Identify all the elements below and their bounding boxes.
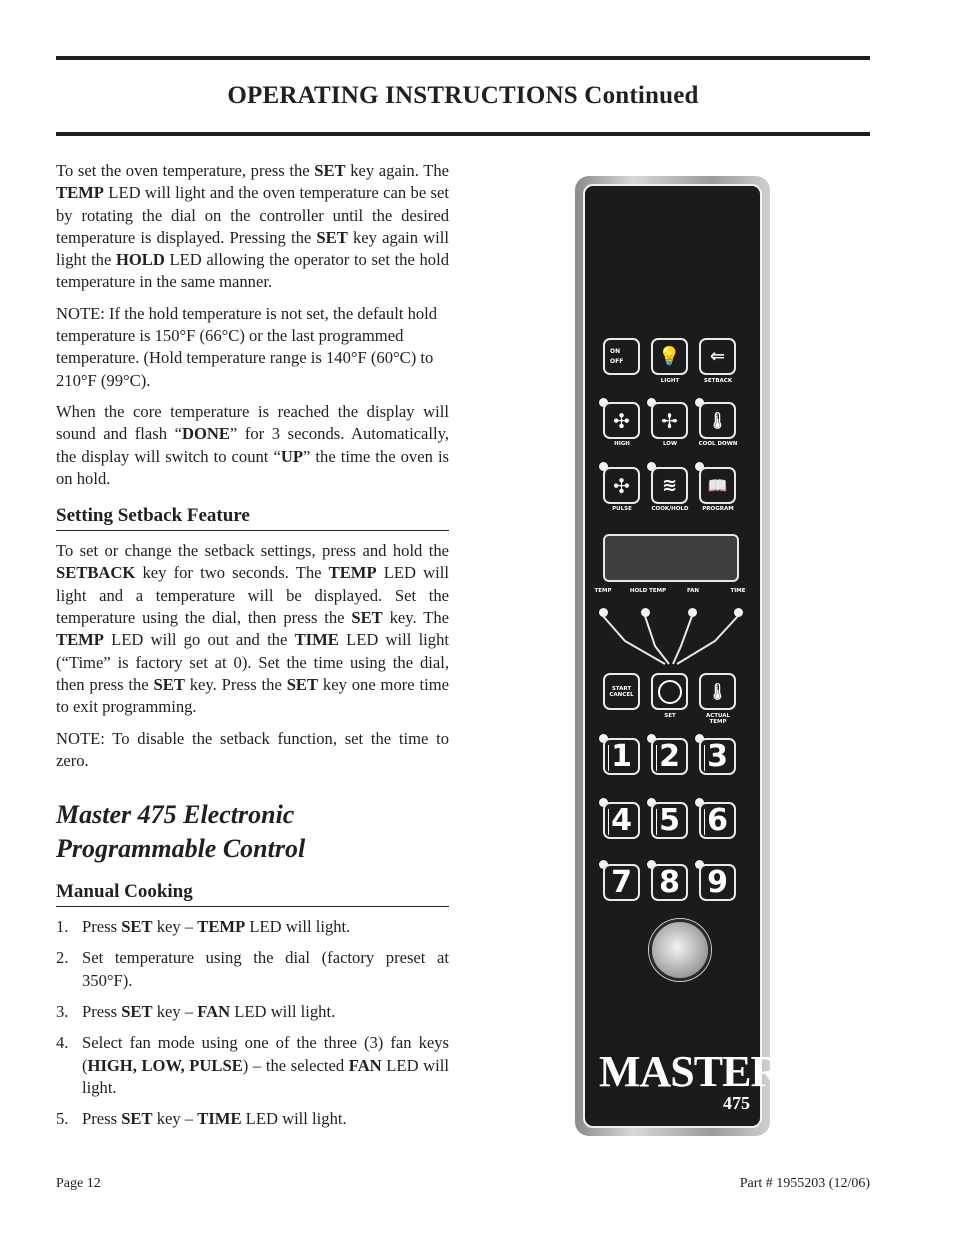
paragraph-set-temp	[56, 160, 449, 294]
book-icon: 📖	[707, 476, 728, 495]
pulse-label: PULSE	[612, 506, 632, 512]
actual-temp-label: ACTUAL TEMP	[705, 713, 731, 725]
light-label: LIGHT	[660, 378, 680, 384]
bold-term: TEMP	[56, 183, 104, 203]
scale-ticks-icon	[608, 745, 614, 771]
step-item	[56, 947, 449, 992]
digit-key-6[interactable]	[699, 802, 736, 839]
digit-label: 6	[707, 803, 728, 838]
hold-temp-led-label: HOLD TEMP	[629, 588, 667, 594]
text-run: LED will light and the oven temperature can be set by rotating the dial on the controller until the desired temperature is displayed. Pressing the	[56, 183, 449, 247]
text-run: To set the oven temperature, press the	[56, 161, 315, 180]
step-number: 1.	[56, 917, 69, 937]
digit-key-4[interactable]	[603, 802, 640, 839]
bold-term: SET	[286, 674, 319, 694]
text-run: LED will light.	[82, 1055, 449, 1097]
text-run: key again. The	[345, 161, 449, 180]
section-title	[56, 798, 449, 866]
bold-term: TIME	[197, 1109, 242, 1129]
digit-label: 5	[659, 803, 680, 838]
text-run: Press	[82, 1109, 122, 1129]
bold-term: SET	[351, 608, 383, 628]
text-run: key –	[152, 1002, 198, 1022]
high-label: HIGH	[614, 441, 630, 447]
paragraph-setback	[56, 540, 449, 718]
text-run: key one more time to exit programming.	[56, 674, 450, 717]
digit-key-1[interactable]	[603, 738, 640, 775]
scale-ticks-icon	[704, 745, 710, 771]
text-run: To set or change the setback settings, press and hold the	[56, 541, 449, 561]
paragraph-core-temp	[56, 401, 449, 490]
page-title: OPERATING INSTRUCTIONS Continued	[227, 82, 699, 109]
text-run: ” for 3 seconds. Automatically, the display will switch to count “	[56, 424, 450, 466]
text-run: LED will light.	[230, 1002, 336, 1022]
text-run: key. Press the	[184, 674, 287, 694]
led-connector-lines	[585, 186, 764, 706]
digit-key-3[interactable]	[699, 738, 736, 775]
heat-waves-icon: ≋	[661, 475, 678, 496]
setback-label: SETBACK	[703, 378, 733, 384]
digit-key-8[interactable]	[651, 864, 688, 901]
bold-term: UP	[280, 446, 303, 466]
time-led-label: TIME	[730, 588, 746, 594]
cool-down-label: COOL DOWN	[698, 441, 738, 447]
text-run: Press	[82, 917, 122, 937]
scale-ticks-icon	[608, 809, 614, 835]
start-cancel-key[interactable]	[603, 673, 640, 710]
step-item	[56, 1108, 449, 1130]
manual-cooking-heading: Manual Cooking	[56, 880, 449, 907]
bold-term: SET	[314, 161, 346, 180]
digit-key-9[interactable]	[699, 864, 736, 901]
program-label: PROGRAM	[702, 506, 734, 512]
section-title-line-2: Programmable Control	[56, 834, 306, 864]
text-run: LED will light (“Time” is factory set at 0). Set the time using the dial, then press the	[56, 630, 449, 694]
off-label: OFF	[610, 358, 624, 365]
step-number: 2.	[56, 948, 69, 968]
scale-ticks-icon	[656, 745, 662, 771]
bold-term: DONE	[181, 424, 230, 444]
on-label: ON	[610, 348, 621, 355]
temp-led-label: TEMP	[594, 588, 612, 594]
fan-high-icon: ✣	[613, 408, 630, 433]
control-panel-face	[583, 184, 782, 1128]
bold-term: SETBACK	[56, 563, 136, 583]
top-rule	[56, 56, 870, 60]
text-run: LED allowing the operator to set the hold temperature in the same manner.	[56, 250, 449, 292]
bold-term: TEMP	[328, 563, 377, 583]
digit-label: 4	[611, 803, 632, 838]
bold-term: FAN	[348, 1055, 382, 1075]
text-run: key –	[152, 1109, 198, 1129]
brand-logo: MASTER	[599, 1047, 782, 1096]
digit-key-5[interactable]	[651, 802, 688, 839]
section-title-line-1: Master 475 Electronic	[56, 800, 295, 830]
digit-label: 2	[659, 739, 680, 774]
text-column	[56, 160, 449, 1140]
fan-led-label: FAN	[687, 588, 699, 594]
text-run: LED will light and a temperature will be displayed. Set the temperature using the dial, then press the	[56, 563, 449, 628]
bold-term: HOLD	[115, 250, 165, 270]
start-label: START	[611, 685, 632, 692]
note-disable-setback: NOTE: To disable the setback function, set the time to zero.	[56, 728, 449, 770]
note-hold-temp: NOTE: If the hold temperature is not set, the default hold temperature is 150°F (66°C) or the last programmed temperature. (Hold temperature range is 140°F (60°C) to 210°F (99°C).	[56, 303, 438, 390]
text-run: Press	[82, 1002, 122, 1022]
bold-term: TIME	[294, 630, 339, 650]
bold-term: SET	[121, 917, 153, 937]
scale-ticks-icon	[656, 809, 662, 835]
cook-hold-label: COOK/HOLD	[651, 506, 689, 512]
part-number: Part # 1955203 (12/06)	[739, 1176, 870, 1191]
digit-key-7[interactable]	[603, 864, 640, 901]
text-run: Set temperature using the dial (factory preset at 350°F).	[82, 948, 449, 990]
thermometer-icon: 🌡	[707, 682, 728, 701]
steps-list	[56, 916, 449, 1130]
bold-term: TEMP	[197, 917, 246, 937]
text-run: ) – the selected	[242, 1055, 349, 1075]
step-item	[56, 1032, 449, 1099]
step-item	[56, 1001, 449, 1023]
page-number: Page 12	[56, 1176, 101, 1191]
text-run: key. The	[382, 608, 449, 628]
text-run: LED will go out and the	[103, 630, 295, 650]
bold-term: SET	[153, 674, 185, 694]
text-run: ” the time the oven is on hold.	[56, 446, 450, 488]
digit-label: 7	[611, 865, 632, 900]
scale-ticks-icon	[704, 809, 710, 835]
bold-term: TEMP	[56, 630, 104, 650]
digit-key-2[interactable]	[651, 738, 688, 775]
fan-pulse-icon: ✣	[613, 473, 630, 498]
model-number: 475	[723, 1093, 750, 1113]
digit-label: 8	[659, 865, 680, 900]
step-number: 3.	[56, 1002, 69, 1022]
cancel-label: CANCEL	[609, 691, 634, 698]
title-rule	[56, 132, 870, 136]
text-run: LED will light.	[241, 1109, 347, 1129]
actual-temp-key[interactable]	[699, 673, 736, 710]
text-run: key for two seconds. The	[135, 563, 329, 583]
bold-term: SET	[121, 1002, 153, 1022]
setback-heading: Setting Setback Feature	[56, 504, 449, 531]
digit-label: 3	[707, 739, 728, 774]
step-number: 5.	[56, 1109, 69, 1129]
arrow-left-icon: ⇐	[709, 346, 726, 367]
text-run: LED will light.	[245, 917, 351, 937]
fan-low-icon: ✢	[661, 408, 678, 433]
bold-term: SET	[316, 227, 348, 247]
control-dial[interactable]	[649, 919, 711, 981]
text-run: When the core temperature is reached the display will sound and flash “	[56, 401, 449, 444]
set-label: SET	[664, 713, 676, 719]
text-run: key –	[152, 917, 198, 937]
low-label: LOW	[662, 441, 678, 447]
bold-term: SET	[121, 1109, 153, 1129]
bold-term: HIGH, LOW, PULSE	[87, 1055, 243, 1075]
text-run: key again will light the	[56, 227, 449, 270]
digit-label: 9	[707, 865, 728, 900]
bold-term: FAN	[197, 1002, 231, 1022]
dial-circle-icon	[658, 680, 682, 704]
thermometer-icon: 🌡	[707, 411, 728, 430]
step-item	[56, 916, 449, 938]
step-number: 4.	[56, 1033, 69, 1053]
text-run: Select fan mode using one of the three (3) fan keys (	[82, 1033, 449, 1075]
set-key[interactable]	[651, 673, 688, 710]
light-bulb-icon: 💡	[658, 346, 681, 367]
control-panel	[575, 176, 782, 1136]
digit-label: 1	[611, 739, 632, 774]
